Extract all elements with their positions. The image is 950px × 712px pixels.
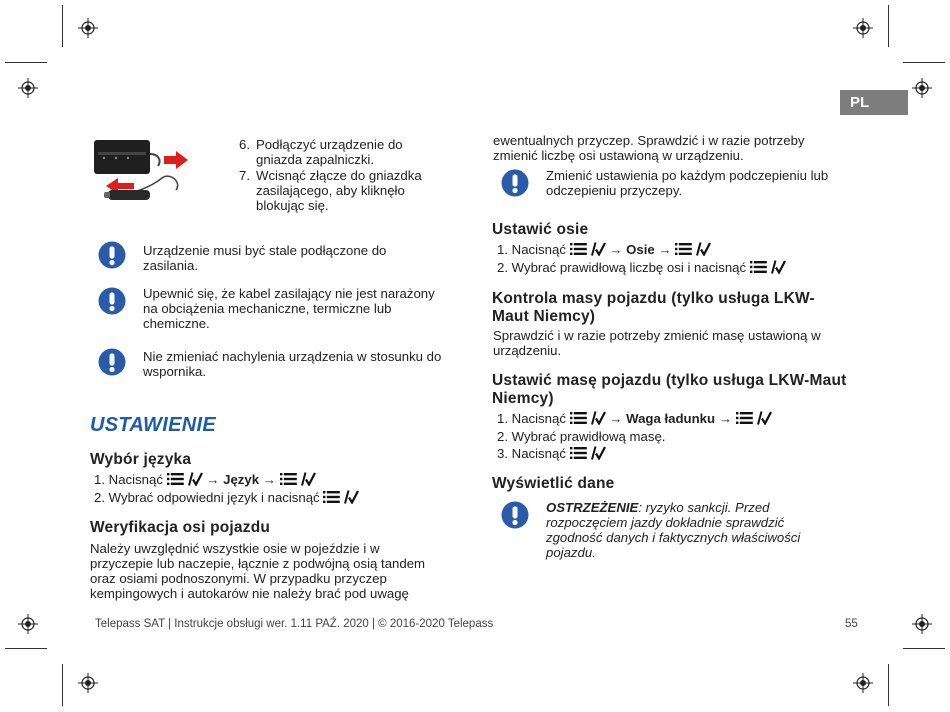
step-number: 6. <box>239 137 250 152</box>
continued-text: ewentualnych przyczep. Sprawdzić i w razie potrzeby zmienić liczbę osi ustawioną w urządzeniu. <box>493 133 805 163</box>
set-axles-step-1 <box>497 242 711 257</box>
registration-mark-icon <box>853 673 873 693</box>
registration-mark-icon <box>18 614 38 634</box>
warning-icon <box>98 287 126 315</box>
arrow: → <box>609 242 623 257</box>
step-text: Wcisnąć złącze do gniazdka zasilającego, aby kliknęło blokując się. <box>256 168 422 213</box>
menu-confirm-icon <box>570 411 606 425</box>
set-mass-step-2 <box>497 429 665 444</box>
warning-icon <box>98 348 126 376</box>
crop-mark <box>62 664 63 706</box>
menu-confirm-icon <box>675 242 711 256</box>
axle-text: Należy uwzględnić wszystkie osie w pojeździe i w przyczepie lub naczepie, łącznie z podwójną osią tandem oraz osiami podnoszonymi. W przypadku przyczep kempingowych i autokarów nie należy brać pod uwagę <box>90 541 426 601</box>
step-number: 1. <box>497 411 508 426</box>
step-number: 7. <box>239 168 250 183</box>
page-number: 55 <box>845 618 858 630</box>
set-mass-step-1 <box>497 411 772 426</box>
crop-mark <box>62 5 63 47</box>
warning-text: Urządzenie musi być stale podłączone do zasilania. <box>143 243 387 273</box>
registration-mark-icon <box>912 614 932 634</box>
menu-option: Język <box>223 472 260 487</box>
menu-option: Osie <box>626 242 655 257</box>
arrow: → <box>206 472 220 487</box>
crop-mark <box>5 62 47 63</box>
section-title: USTAWIENIE <box>90 414 216 436</box>
set-axles-heading: Ustawić osie <box>492 221 589 238</box>
step-text: Podłączyć urządzenie do gniazda zapalniczki. <box>256 137 403 167</box>
language-step-1 <box>94 472 316 487</box>
list-item <box>239 168 449 213</box>
list-item <box>239 137 449 167</box>
registration-mark-icon <box>912 78 932 98</box>
menu-confirm-icon <box>280 472 316 486</box>
step-number: 1. <box>94 472 105 487</box>
registration-mark-icon <box>78 673 98 693</box>
step-text: Nacisnąć <box>511 446 566 461</box>
step-text: Nacisnąć <box>108 472 163 487</box>
set-mass-step-3 <box>497 446 606 461</box>
step-number: 3. <box>497 446 508 461</box>
menu-confirm-icon <box>323 490 359 504</box>
menu-option: Waga ładunku <box>626 411 716 426</box>
language-tab: PL <box>840 90 908 115</box>
set-axles-step-2 <box>497 260 786 275</box>
warning-icon <box>501 501 529 529</box>
warning-text: Upewnić się, że kabel zasilający nie jest narażony na obciążenia mechaniczne, termiczne lub chemiczne. <box>143 286 435 331</box>
step-number: 2. <box>497 260 508 275</box>
crop-mark <box>903 62 945 63</box>
warning-label: OSTRZEŻENIE <box>546 500 639 515</box>
crop-mark <box>903 648 945 649</box>
warning-text: Zmienić ustawienia po każdym podczepieniu lub odczepieniu przyczepy. <box>546 168 829 198</box>
step-number: 2. <box>94 490 105 505</box>
arrow: → <box>262 472 276 487</box>
menu-confirm-icon <box>750 260 786 274</box>
set-mass-heading: Ustawić masę pojazdu (tylko usługa LKW-Maut Niemcy) <box>492 372 847 407</box>
menu-confirm-icon <box>736 411 772 425</box>
step-text: Nacisnąć <box>511 411 566 426</box>
menu-confirm-icon <box>570 242 606 256</box>
warning-body: : ryzyko sankcji. Przed rozpoczęciem jazdy dokładnie sprawdzić zgodność danych i faktycznych właściwości pojazdu. <box>546 500 801 560</box>
device-connection-illustration <box>92 136 192 208</box>
axle-heading: Weryfikacja osi pojazdu <box>90 519 271 536</box>
crop-mark <box>5 648 47 649</box>
step-number: 2. <box>497 429 508 444</box>
step-text: Nacisnąć <box>511 242 566 257</box>
language-heading: Wybór języka <box>90 451 192 468</box>
mass-check-heading: Kontrola masy pojazdu (tylko usługa LKW-Maut Niemcy) <box>492 290 815 325</box>
step-text: Wybrać prawidłową masę. <box>511 429 666 444</box>
warning-text: Nie zmieniać nachylenia urządzenia w stosunku do wspornika. <box>143 349 442 379</box>
crop-mark <box>888 5 889 47</box>
arrow: → <box>658 242 672 257</box>
registration-mark-icon <box>18 78 38 98</box>
step-text: Wybrać prawidłową liczbę osi i nacisnąć <box>511 260 747 275</box>
menu-confirm-icon <box>570 446 606 460</box>
mass-check-text: Sprawdzić i w razie potrzeby zmienić masę ustawioną w urządzeniu. <box>493 328 821 358</box>
registration-mark-icon <box>78 18 98 38</box>
display-warning <box>546 500 836 560</box>
language-step-2 <box>94 490 359 505</box>
crop-mark <box>888 664 889 706</box>
menu-confirm-icon <box>167 472 203 486</box>
step-number: 1. <box>497 242 508 257</box>
arrow: → <box>609 411 623 426</box>
registration-mark-icon <box>853 18 873 38</box>
steps-top <box>239 137 449 213</box>
warning-icon <box>501 169 529 197</box>
step-text: Wybrać odpowiedni język i nacisnąć <box>108 490 320 505</box>
warning-icon <box>98 241 126 269</box>
display-heading: Wyświetlić dane <box>492 475 615 492</box>
footer-text: Telepass SAT | Instrukcje obsługi wer. 1.11 PAŹ. 2020 | © 2016-2020 Telepass <box>95 618 494 630</box>
arrow: → <box>718 411 732 426</box>
